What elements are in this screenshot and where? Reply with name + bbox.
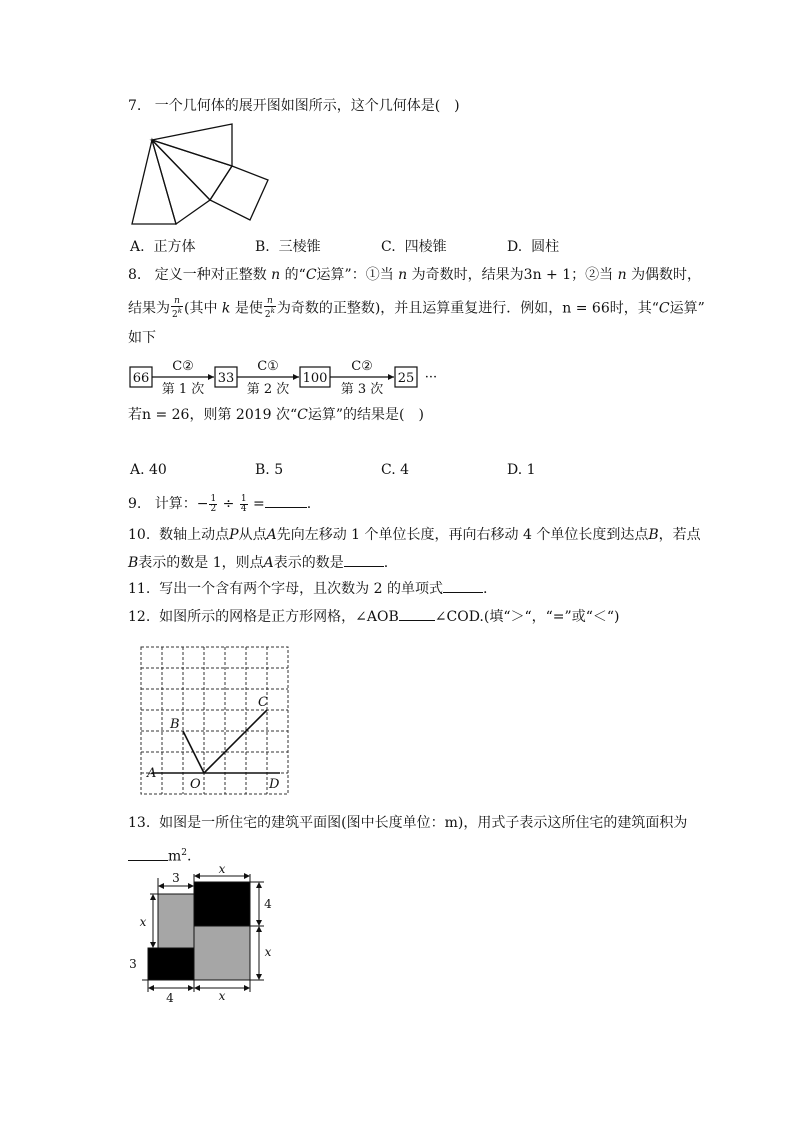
q9-answer-blank[interactable]	[265, 493, 307, 508]
chain-value-3: 100	[302, 371, 328, 386]
q7-option-b: B. 三棱锥	[255, 239, 321, 255]
room-black-bottom-left	[148, 948, 194, 980]
q8-question: 若n = 26，则第 2019 次“C运算”的结果是( )	[128, 407, 424, 423]
label-c: C	[258, 695, 268, 710]
q8-line-3: 如下	[128, 330, 156, 346]
q8-fraction-1: $\frac{n}{2^k}$	[172, 296, 182, 320]
q13-answer-blank[interactable]	[128, 846, 168, 861]
dim-right-lower: x	[264, 945, 272, 959]
q9-fraction-2: $\frac{1}{4}$	[240, 493, 247, 514]
q7-stem	[128, 96, 460, 116]
chain-ellipsis: ···	[424, 370, 438, 385]
q10-line-2: B表示的数是 1，则点A表示的数是 .	[128, 552, 388, 573]
q8-line-2: 结果为 $\frac{n}{2^k}$ (其中 k 是使 $\frac{n}{2^k}$ 为奇数的正整数)，并且运算重复进行．例如，n = 66时，其“C运算”	[128, 296, 705, 320]
q13-line-1: 13. 如图是一所住宅的建筑平面图(图中长度单位：m)，用式子表示这所住宅的建筑面积为	[128, 815, 688, 831]
dim-bottom-right: x	[218, 989, 226, 1003]
q10-answer-blank[interactable]	[344, 552, 384, 567]
dim-bottom-left: 4	[166, 991, 174, 1005]
label-a: A	[147, 766, 157, 781]
q7-option-d: D. 圆柱	[507, 239, 560, 255]
q7-option-a: A. 正方体	[130, 239, 196, 255]
q13-floor-plan	[126, 864, 276, 1006]
ray-oc	[204, 710, 267, 773]
dim-left-upper: x	[139, 915, 147, 929]
q10-number: 10.	[128, 527, 151, 543]
q12-line: 12. 如图所示的网格是正方形网格，∠AOB ∠COD.(填“＞“，“=”或“＜“)	[128, 606, 619, 627]
q7-option-c: C. 四棱锥	[381, 239, 447, 255]
room-gray-right	[194, 926, 250, 980]
q8-option-b: B. 5	[255, 462, 284, 478]
q11-line: 11. 写出一个含有两个字母，且次数为 2 的单项式 .	[128, 578, 487, 599]
chain-value-1: 66	[132, 371, 150, 386]
q8-line-1: 8. 定义一种对正整数 n 的“C运算”：①当 n 为奇数时，结果为3n + 1；②当 n 为偶数时，	[128, 267, 702, 283]
q12-answer-blank[interactable]	[399, 606, 435, 621]
q9-line: 9. 计算：− $\frac{1}{2}$ ÷ $\frac{1}{4}$ = .	[128, 493, 312, 514]
q13-line-2: $m^2$.	[128, 843, 191, 867]
chain-step-1: 第 1 次	[161, 382, 205, 397]
chain-step-3: 第 3 次	[340, 382, 384, 397]
label-d: D	[269, 777, 280, 792]
q9-fraction-1: $\frac{1}{2}$	[210, 493, 217, 514]
room-gray-left	[158, 894, 194, 948]
chain-value-2: 33	[217, 371, 235, 386]
label-b: B	[170, 717, 180, 732]
dim-top-left: 3	[172, 871, 180, 885]
chain-op-1: C②	[172, 359, 194, 374]
room-black-top-right	[194, 882, 250, 926]
q11-number: 11.	[128, 581, 151, 597]
chain-op-3: C②	[351, 359, 373, 374]
q13-number: 13.	[128, 815, 151, 831]
q9-number: 9.	[128, 496, 142, 512]
q7-number: 7.	[128, 98, 142, 114]
q8-option-d: D. 1	[507, 462, 536, 478]
chain-op-2: C①	[257, 359, 279, 374]
q8-option-c: C. 4	[381, 462, 410, 478]
q7-text: 一个几何体的展开图如图所示，这个几何体是( )	[154, 98, 460, 114]
q8-fraction-2: $\frac{n}{2^k}$	[264, 296, 275, 320]
chain-step-2: 第 2 次	[246, 382, 290, 397]
q8-option-a: A. 40	[130, 462, 167, 478]
q8-operation-chain	[128, 354, 448, 398]
q7-net-figure	[126, 120, 276, 228]
dim-top-right: x	[218, 864, 226, 876]
dim-left-lower: 3	[129, 957, 137, 971]
q8-number: 8.	[128, 267, 142, 283]
dim-right-upper: 4	[264, 897, 272, 911]
q12-number: 12.	[128, 609, 151, 625]
q11-answer-blank[interactable]	[443, 578, 483, 593]
q10-line-1: 10. 数轴上动点P从点A先向左移动 1 个单位长度，再向右移动 4 个单位长度到达点B，若点	[128, 527, 701, 543]
chain-value-4: 25	[397, 371, 415, 386]
label-o: O	[190, 777, 201, 792]
q12-grid-figure	[138, 644, 294, 800]
